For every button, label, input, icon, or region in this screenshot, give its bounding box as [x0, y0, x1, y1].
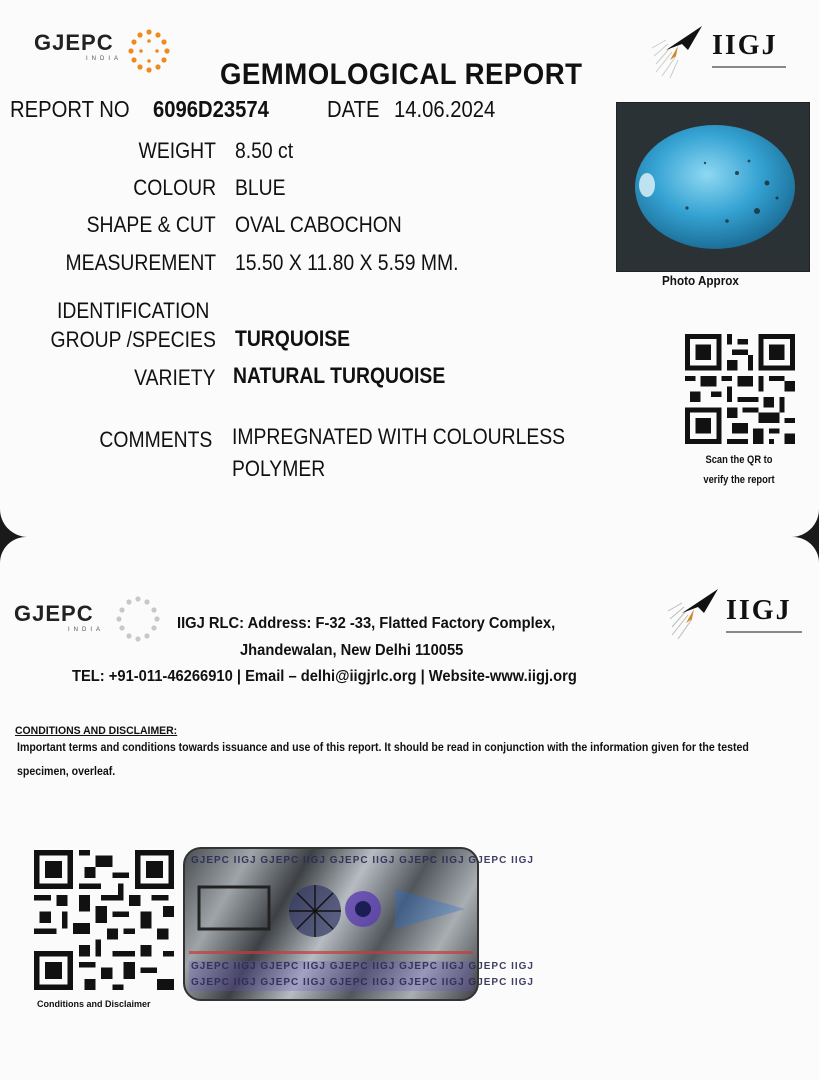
qr-verify-caption [684, 450, 795, 490]
gjepc-logo-back-subtext: INDIA [68, 627, 105, 633]
weight-label: WEIGHT [138, 138, 216, 163]
gjepc-logo-back-text: GJEPC [14, 601, 94, 626]
group-species-label: GROUP /SPECIES [50, 327, 216, 352]
colour-value: BLUE [235, 175, 286, 200]
qr-caption-line-1: Scan the QR to [705, 454, 773, 466]
colour-label: COLOUR [133, 175, 216, 200]
contact-line: TEL: +91-011-46266910 | Email – delhi@iigjrlc.org | Website-www.iigj.org [72, 668, 577, 685]
conditions-text: Important terms and conditions towards issuance and use of this report. It should be read in conjunction with the information given for the tested specimen, overleaf. [17, 742, 749, 778]
comments-label: COMMENTS [99, 427, 212, 452]
conditions-qr-caption: Conditions and Disclaimer [37, 999, 151, 1009]
hologram-text-mid: GJEPC IIGJ GJEPC IIGJ GJEPC IIGJ GJEPC IIGJ GJEPC IIGJ [191, 961, 534, 972]
iigj-logo-back-underline [726, 631, 802, 633]
gjepc-logo-text: GJEPC [34, 30, 114, 55]
iigj-logo-back-text: IIGJ [726, 595, 792, 626]
photo-caption: Photo Approx [662, 273, 739, 288]
gjepc-logo-back [14, 601, 104, 633]
report-title: GEMMOLOGICAL REPORT [220, 58, 583, 91]
turquoise-stone-image [617, 103, 809, 271]
gjepc-sunburst-back-icon [112, 593, 164, 645]
hologram-text-top: GJEPC IIGJ GJEPC IIGJ GJEPC IIGJ GJEPC IIGJ GJEPC IIGJ [191, 855, 534, 866]
comments-line-1: IMPREGNATED WITH COLOURLESS [232, 424, 566, 449]
qr-caption-line-2: verify the report [703, 474, 775, 486]
conditions-heading: CONDITIONS AND DISCLAIMER: [15, 725, 178, 737]
stone-photo [616, 102, 810, 272]
variety-label: VARIETY [134, 365, 216, 390]
gjepc-logo-subtext: INDIA [86, 56, 123, 62]
iigj-arrow-emblem-back-icon [664, 583, 726, 645]
measurement-label: MEASUREMENT [65, 250, 216, 275]
group-species-value: TURQUOISE [235, 326, 351, 351]
report-back-card [0, 537, 819, 1080]
shape-cut-value: OVAL CABOCHON [235, 212, 402, 237]
variety-value: NATURAL TURQUOISE [233, 363, 446, 388]
shape-cut-label: SHAPE & CUT [86, 212, 216, 237]
date-value: 14.06.2024 [394, 96, 496, 122]
address-line-1: IIGJ RLC: Address: F-32 -33, Flatted Factory Complex, [177, 615, 556, 632]
measurement-value: 15.50 X 11.80 X 5.59 MM. [235, 250, 459, 275]
identification-label: IDENTIFICATION [57, 298, 210, 323]
hologram-text-bottom: GJEPC IIGJ GJEPC IIGJ GJEPC IIGJ GJEPC IIGJ GJEPC IIGJ [191, 977, 534, 988]
comments-line-2: POLYMER [232, 456, 326, 481]
iigj-logo-text: IIGJ [712, 30, 778, 61]
report-no-value: 6096D23574 [153, 96, 269, 122]
date-label: DATE [327, 96, 380, 122]
gjepc-sunburst-icon [124, 26, 174, 76]
report-no-label: REPORT NO [10, 96, 130, 122]
address-line-2: Jhandewalan, New Delhi 110055 [240, 642, 464, 659]
report-front-card [0, 0, 819, 537]
weight-value: 8.50 ct [235, 138, 294, 163]
security-hologram [183, 847, 534, 1001]
gjepc-logo [34, 30, 122, 62]
verify-qr-code[interactable] [685, 331, 795, 447]
iigj-arrow-emblem-icon [648, 20, 710, 82]
conditions-qr-code[interactable] [34, 847, 174, 993]
iigj-logo-underline [712, 66, 786, 68]
